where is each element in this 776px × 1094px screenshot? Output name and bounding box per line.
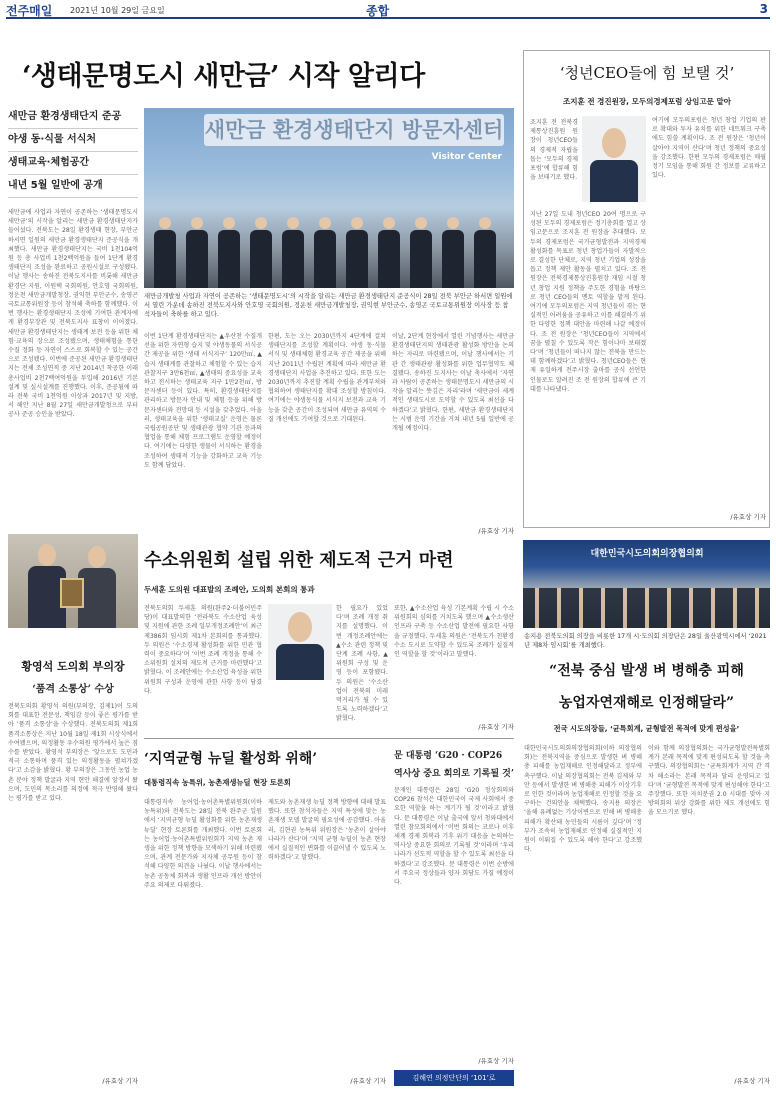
youth-lead: 조지훈 전 전북경제통상진흥원 원장이 청년CEO들의 경제적 자립을 돕는 ‘모두의 경제포럼’에 합류해 힘을 보태기로 했다. xyxy=(530,119,578,182)
issue-date: 2021년 10월 29일 금요일 xyxy=(70,6,165,15)
council-photo-caption: 송지용 전북도의회 의장을 비롯한 17개 시·도의회 의장단은 28일 울산광역시에서 ‘2021년 제8차 임시회’를 개최했다. xyxy=(524,633,767,649)
newdeal-article-col2: 제도와 농촌재생 뉴딜 정책 방향에 대해 발표했다. 또한 참석자들은 지역 특성에 맞는 농촌재생 모델 발굴의 필요성에 공감했다. 아울러, 김현권 농특위 위원장은 ‘농촌이 살아야 나라가 산다’며 ‘지역 균형 뉴딜이 농촌 현장에서 실질적인 변화를 이끌어낼 수 있도록 노력하겠다’고 말했다. xyxy=(268,799,386,862)
photo-person xyxy=(314,217,336,288)
g20-headline-line2: 역사상 중요 회의로 기록될 것’ xyxy=(394,769,514,779)
main-article-col1: 새만금에 사업과 자연이 공존하는 ‘생태문명도시 새만금’의 시작을 알리는 새만금 환경생태단지가 들어섰다. 전북도는 28일 환경생태 현장, 부안군 하서면 일원의 새만금 환경생태단지 준공식을 개최했다. 새만금 환경생태단지는 국비 1천104억원 등 총 사업비 1천2백억원을 들여 1단계 환경생태단지 조성을 완료하고 공원시설로 구성됐다. 이날 행사는 송하진 전북도지사를 비롯해 새만금 환경단 지원, 이원택 국회의원, 안호영 국회의원, 정운천 새만금개발청장, 권익현 부안군수, 송영곤 국토교통위원장 등이 참석해 축하를 함께했다. 이번 행사는 환경생태단지 조성에 기여한 관계자에게 환경부장관 및 전북도지사 표창이 이어졌다. 새만금 환경생태단지는 생태계 보전 등을 위한 체험·교육의 장으로 조성됐으며, 생태체험을 통한 수질 정화 등 자연이 스스로 회복할 수 있는 공간으로 조성됐다. 이번에 준공된 새만금 환경생태단지는 전체 조성면적 중 지난 2014년 착공한 이래 총사업비 2천7백여억원을 투입해 2016년 기본설계 및 실시설계를 진행했다. 이후, 준공됨에 따라 전북 국비 1천억원 이상과 2017년 및 지방, 서 해안 지난 8월 27일 새만금개발청으로 부터 공사 준공 승인을 받았다. xyxy=(8,209,138,419)
subhead-4: 내년 5월 일반에 공개 xyxy=(8,175,138,198)
hydrogen-byline: /유효상 기자 xyxy=(478,723,514,731)
portrait-face xyxy=(288,612,312,642)
photo-sign: 새만금 환경생태단지 방문자센터 xyxy=(204,114,504,146)
award-byline: /유효상 기자 xyxy=(102,1077,138,1085)
main-photo-caption: 새만금개발청 사업과 자연이 공존하는 ‘생태문명도시’의 시작을 알리는 새만금 환경생태단지 준공식이 28일 전북 부안군 하서면 일원에서 열린 가운데 송하진 전북도지사와 안호영 국회의원, 정운천 새만금개발청장, 권익현 부안군수, 송영곤 국토교통위원장 이사장 등 참석자들이 축하를 하고 있다. xyxy=(144,293,513,318)
photo-person xyxy=(186,217,208,288)
g20-article: 문재인 대통령은 28일 ‘G20 정상회의와 COP26 참석은 대한민국이 국제 사회에서 중요한 역할을 하는 계기가 될 것’이라고 밝혔다. 문 대통령은 이날 출국에 앞서 청와대에서 열린 참모회의에서 ‘이번 회의는 코로나 이후 세계 경제 회복과 기후 위기 대응을 논의하는 역사상 중요한 회의로 기록될 것’이라며 ‘우리나라가 선도적 역할을 할 수 있도록 최선을 다하겠다’고 강조했다. 문 대통령은 이번 순방에서 주요국 정상들과 양자 회담도 가질 예정이다. xyxy=(394,787,514,887)
main-article-col3: 한편, 도는 오는 2030년까지 4단계에 걸쳐 생태단지를 조성할 계획이다. 야생 동·식물 서식 및 생태체험 환경교육 공간 제공을 위해 지난 2011년 수립된 계획에 따라 새만금 환경생태단지 사업을 추진하고 있다. 또한 도는 2030년까지 추진할 계획 수립을 관계부처와 협의하여 생태단지를 확대 조성할 방침이다. 여기에는 야생동식물 서식지 보전과 교육 기능을 갖춘 공간이 조성되며 새만금 유역의 수질 개선에도 기여할 것으로 기대된다. xyxy=(268,333,386,423)
subhead-3: 생태교육·체험공간 xyxy=(8,152,138,175)
subhead-2: 야생 동·식물 서식처 xyxy=(8,129,138,152)
photo-person xyxy=(474,217,496,288)
footer-teaser: 김해연 의정단단의 ‘101’로 xyxy=(394,1070,514,1086)
hydrogen-article-col2: 한 필요가 있었다’며 조례 개정 취지를 설명했다. 이번 개정조례안에는 ▲수소 관련 정책 및 단계 조례 사항, ▲위원회 구성 및 운영 등이 포함됐다. 두 의원은 ‘수소산업이 전북의 미래 먹거리가 될 수 있도록 노력하겠다’고 밝혔다. xyxy=(336,605,388,723)
council-photo-sign: 대한민국시도의회의장협의회 xyxy=(590,549,704,559)
newdeal-byline: /유효상 기자 xyxy=(350,1077,386,1085)
newspaper-logo: 전주매일 xyxy=(6,4,53,18)
hydrogen-headline: 수소위원회 설립 위한 제도적 근거 마련 xyxy=(144,550,454,571)
portrait-suit xyxy=(276,644,324,680)
photo-person xyxy=(282,217,304,288)
g20-byline: /유효상 기자 xyxy=(478,1057,514,1065)
photo-sign-visitor: Visitor Center xyxy=(431,152,502,162)
council-group xyxy=(523,588,770,628)
photo-person xyxy=(250,217,272,288)
main-subheads xyxy=(8,106,138,202)
hydrogen-subhead: 두세훈 도의원 대표발의 조례안, 도의회 본회의 통과 xyxy=(144,585,315,594)
portrait-suit xyxy=(590,160,638,202)
subhead-1: 새만금 환경생태단지 준공 xyxy=(8,106,138,129)
photo-person xyxy=(154,217,176,288)
main-article-col2: 이번 1단계 환경생태단지는 ▲우산천 수질개선을 위한 자연형 습지 및 야생동물의 서식공간 제공을 위한 ‘생태 서식지구’ 120만㎡, ▲습지 생태계를 관찰하고 체험할 수 있는 습지관찰지구 3만6천㎡, ▲생태의 중요성을 교육하고 전시하는 생태교육 지구 1만2천㎡, 방문자센터 등이 있다. 특히, 환경생태단지를 관리하고 방문자 안내 및 체험 등을 위해 방문자센터와 전망대 등 시설을 갖추었다. 아울러, 생태교육을 위한 ‘생태교실’ 운영은 물론 국립공원공단 및 생태관광 협약 기관 등과의 협업을 통해 체험 프로그램도 운영할 예정이다. 여기에는 다양한 생물이 서식하는 환경을 조성하여 생태적 기능을 강화하고 교육 기능도 함께 담았다. xyxy=(144,333,262,469)
main-photo xyxy=(144,108,514,288)
main-byline: /유효상 기자 xyxy=(478,527,514,535)
award-photo xyxy=(8,534,138,628)
photo-person xyxy=(442,217,464,288)
photo-person xyxy=(346,217,368,288)
newdeal-article-col1: 대통령직속 농어업·농어촌특별위원회(이하 농특위)와 전북도는 28일 전북 완주군 일원에서 ‘지역균형 뉴딜 활성화를 위한 농촌재생뉴딜’ 현장 토론회를 개최했다. 이번 토론회는 농어업·농어촌특별위원회가 지역 농촌 재생을 위한 정책 방향을 모색하기 위해 마련됐으며, 관계 전문가와 지자체 공무원 등이 참석해 다양한 의견을 나눴다. 이날 행사에서는 농촌 공동체 회복과 생활 인프라 개선 방안이 주요 의제로 다뤄졌다. xyxy=(144,799,262,889)
section-label: 종합 xyxy=(366,4,390,18)
hydrogen-article-col1: 전북도의회 두세훈 의원(완주2·더불어민주당)이 대표발의한 ‘전라북도 수소산업 육성 및 지원에 관한 조례 일부개정조례안’이 최근 제386회 임시회 제1차 본회의를 통과했다. 두 의원은 ‘수소경제 활성화를 위한 민관 협력이 중요하다’며 ‘이번 조례 개정을 통해 수소위원회 설치의 제도적 근거를 마련했다’고 밝혔다. 이 조례안에는 수소산업 육성을 위한 위원회 구성과 운영에 관한 사항 등이 담겼다. xyxy=(144,605,262,695)
youth-article-col2: 여기에 모두의포럼은 청년 창업 기업의 판로 확대와 투자 유치를 위한 네트워크 구축에도 힘쓸 계획이다. 조 전 원장은 ‘청년이 살아야 지역이 산다’며 청년 정책의 중요성을 강조했다. 한편 모두의 경제포럼은 매월 정기 모임을 통해 회원 간 정보를 교류하고 있다. xyxy=(652,117,766,180)
council-subhead: 전국 시도의장들, ‘균특회계, 균형발전 목적에 맞게 편성을’ xyxy=(553,724,740,733)
award-kicker: 황영석 도의회 부의장 xyxy=(21,660,125,673)
main-headline: ‘생태문명도시 새만금’ 시작 알리다 xyxy=(22,61,425,92)
youth-byline: /유효상 기자 xyxy=(730,513,766,521)
council-article-col2: 이와 함께 의장협의회는 국가균형발전특별회계가 본래 목적에 맞게 편성되도록 할 것을 촉구했다. 의장협의회는 ‘균특회계가 지역 간 격차 해소라는 본래 목적과 달리 운영되고 있다’며 ‘균형발전 목적에 맞게 편성해야 한다’고 주장했다. 또한 자치분권 2.0 시대를 맞아 지방의회의 위상 강화를 위한 제도 개선에도 힘을 모으기로 했다. xyxy=(648,745,770,817)
newdeal-subhead: 대통령직속 농특위, 농촌재생뉴딜 현장 토론회 xyxy=(144,778,291,787)
award-article: 전북도의회 황영석 의원(부의장, 김제1)이 도의회를 대표한 전문성, 책임감 등이 좋은 평가를 받아 ‘품격 소통상’을 수상했다. 전북도의회 제1회 품격소통상은 지난 10월 18일 제1회 시상식에서 수여됐으며, 의정활동 우수의원 평가에서 높은 점수를 받았다. 황영석 부의장은 ‘앞으로도 도민과 적극 소통하며 품격 있는 의정활동을 펼쳐가겠다’고 소감을 밝혔다. 황 부의장은 그동안 농업 농촌 분야 정책 발굴과 지역 현안 해결에 앞장서 왔으며, 도민의 목소리를 의정에 적극 반영해 왔다는 평가를 받고 있다. xyxy=(8,703,138,803)
g20-headline-line1: 문 대통령 ‘G20 · COP26 xyxy=(394,751,503,761)
award-headline: ‘품격 소통상’ 수상 xyxy=(32,684,114,695)
council-byline: /유효상 기자 xyxy=(734,1077,770,1085)
photo-person xyxy=(410,217,432,288)
council-quote-line1: “전북 중심 발생 벼 병해충 피해 xyxy=(549,663,744,679)
newdeal-headline: ‘지역균형 뉴딜 활성화 위해’ xyxy=(144,751,318,767)
council-article-col1: 대한민국시도의회의장협의회(이하 의장협의회)는 전북지역을 중심으로 발생한 벼 병해충 피해를 농업재해로 인정해달라고 정부에 촉구했다. 이날 의장협의회는 전북 김제와 부안 등에서 발생한 벼 병해충 피해가 이상기후로 인한 것이라며 농업재해로 인정할 것을 요구하는 건의안을 채택했다. 송지용 의장은 ‘올해 유례없는 기상이변으로 인해 벼 병해충 피해가 확산돼 농민들의 시름이 깊다’며 ‘정부가 조속히 농업재해로 인정해 실질적인 지원이 이뤄질 수 있도록 해야 한다’고 강조했다. xyxy=(524,745,642,854)
award-plaque xyxy=(60,578,84,608)
award-face-2 xyxy=(88,546,106,568)
youth-subhead: 조지훈 전 경진원장, 모두의경제포럼 상임고문 맡아 xyxy=(562,97,732,106)
portrait-face xyxy=(602,128,626,158)
council-photo xyxy=(523,540,770,628)
award-face-1 xyxy=(38,544,56,566)
main-article-col4: 이날, 2단계 현장에서 열린 기념행사는 새만금 환경생태단지의 생태관광 활성화 방안을 논의하는 자리로 마련됐으며, 이날 행사에서는 기관 간 생태관광 활성화를 위한 업무협약도 체결됐다. 송하진 도지사는 이날 축사에서 ‘자연과 사람이 공존하는 생태문명도시 새만금의 시작을 알리는 뜻깊은 자리’라며 ‘새만금이 세계적인 생태도시로 도약할 수 있도록 최선을 다하겠다’고 밝혔다. 한편, 새만금 환경생태단지는 시범 운영 기간을 거쳐 내년 5월 일반에 공개될 예정이다. xyxy=(392,333,514,433)
youth-article-col1: 지난 27일 도내 청년CEO 20여 명으로 구성된 모두의 경제포럼은 정기총회를 열고 상임고문으로 조지훈 전 원장을 추대했다. 모두의 경제포럼은 국가균형발전과 지역경제 활성화를 목표로 청년 창업가들이 자발적으로 결성한 단체로, 지역 청년 기업의 성장을 돕고 정책 제안 활동을 펼치고 있다. 조 전 원장은 전북경제통상진흥원장 재임 시절 청년 창업 지원 정책을 주도한 경험을 바탕으로 청년 CEO들의 멘토 역할을 맡게 된다. 여기에 모두의포럼은 지역 청년들이 겪는 현실적인 어려움을 공유하고 이를 해결하기 위한 다양한 정책 대안을 마련해 나갈 예정이다. 조 전 원장은 ‘청년CEO들이 지역에서 꿈을 펼칠 수 있도록 작은 힘이나마 보태겠다’며 ‘청년들이 떠나지 않는 전북을 만드는 데 함께하겠다’고 밝혔다. 청년CEO들은 현재 유일하게 전주시장 출마를 공식 선언한 인물로도 알려진 조 전 원장의 합류에 큰 기대를 나타냈다. xyxy=(530,211,646,393)
hydrogen-portrait xyxy=(268,604,332,680)
section-divider xyxy=(144,738,514,739)
youth-quote: ‘청년CEO들에 힘 보탤 것’ xyxy=(559,64,735,82)
photo-person xyxy=(378,217,400,288)
masthead xyxy=(6,2,770,19)
hydrogen-article-col3: 또한, ▲수소산업 육성 기본계획 수립 시 수소위원회의 심의를 거치도록 했으며 ▲수소생산 인프라 구축 등 수소산업 발전에 필요한 사항을 규정했다. 두세훈 의원은 ‘전북도가 친환경 수소 도시로 도약할 수 있도록 조례가 실질적인 역할을 할 것’이라고 말했다. xyxy=(394,605,514,659)
page-number: 3 xyxy=(759,2,768,16)
photo-person xyxy=(218,217,240,288)
council-quote-line2: 농업자연재해로 인정해달라” xyxy=(558,695,735,711)
youth-portrait xyxy=(582,116,646,202)
